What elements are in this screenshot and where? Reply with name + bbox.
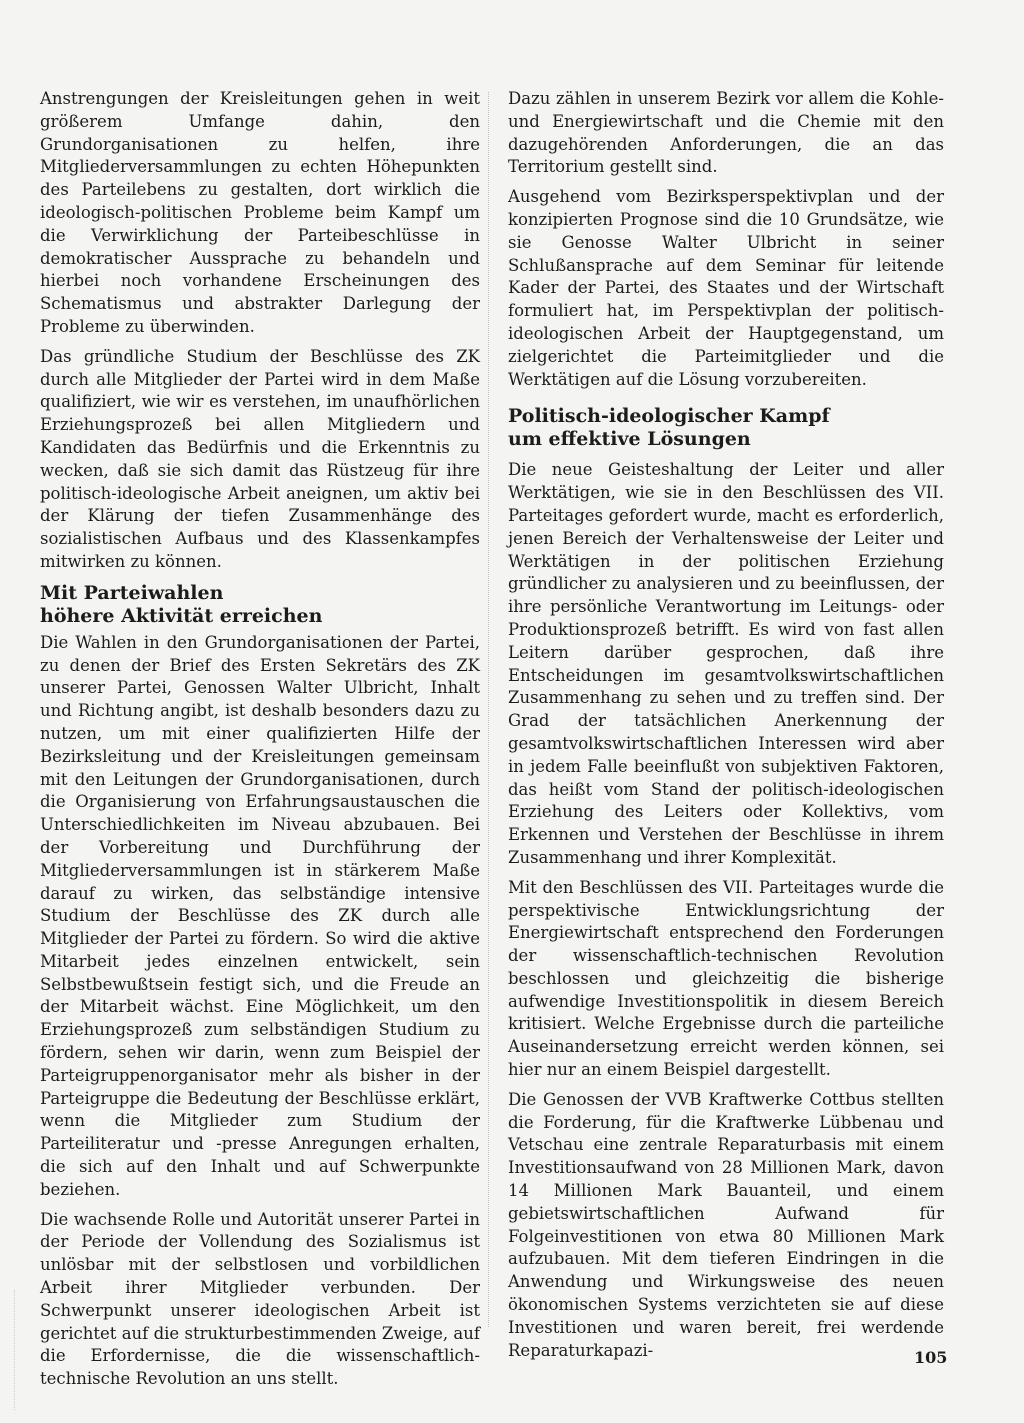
right-paragraph-3: Die neue Geisteshaltung der Leiter und aller Werktätigen, wie sie in den Beschlüssen des VII. Parteitages gefordert wurde, macht es erforderlich, jenen Bereich der Verhaltensweise der Leiter und Werktätigen in der politischen Erziehung gründlicher zu analysieren und zu beeinflussen, der ihre persönliche Verantwortung im Leitungs- oder Produktionsprozeß betrifft. Es wird von fast allen Leitern darüber gesprochen, daß ihre Entscheidungen im gesamtvolkswirtschaftlichen Zusammenhang zu sehen und zu treffen sind. Der Grad der tatsächlichen Anerkennung der gesamtvolkswirtschaftlichen Interessen wird aber in jedem Falle beeinflußt von subjektiven Faktoren, das heißt vom Stand der politisch-ideologischen Erziehung des Leiters oder Kollektivs, vom Erkennen und Verstehen der Beschlüsse in ihrem Zusammenhang und ihrer Komplexität. [508, 460, 944, 867]
left-paragraph-3: Die Wahlen in den Grundorganisationen der Partei, zu denen der Brief des Ersten Sekretärs des ZK unserer Partei, Genossen Walter Ulbricht, Inhalt und Richtung angibt, ist deshalb besonders dazu zu nutzen, um mit einer qualifizierten Hilfe der Bezirksleitung und der Kreisleitungen gemeinsam mit den Leitungen der Grundorganisationen, durch die Organisierung von Erfahrungsaustauschen die Unterschiedlichkeiten im Niveau abzubauen. Bei der Vorbereitung und Durchführung der Mitgliederversammlungen ist in stärkerem Maße darauf zu wirken, das selbständige intensive Studium der Beschlüsse des ZK durch alle Mitglieder der Partei zu fördern. So wird die aktive Mitarbeit jedes einzelnen entwickelt, sein Selbstbewußtsein festigt sich, und die Freude an der Mitarbeit wächst. Eine Möglichkeit, um den Erziehungsprozeß zum selbständigen Studium zu fördern, sehen wir darin, wenn zum Beispiel der Parteigruppenorganisator mehr als bisher in der Parteigruppe die Bedeutung der Beschlüsse erklärt, wenn die Mitglieder zum Studium der Parteiliteratur und -presse Anregungen erhalten, die sich auf den Inhalt und auf Schwerpunkte beziehen. [40, 632, 480, 1199]
right-heading-line-1: Politisch-ideologischer Kampf [508, 405, 830, 428]
right-paragraph-2: Ausgehend vom Bezirksperspektivplan und der konzipierten Prognose sind die 10 Grundsätze, wie sie Genosse Walter Ulbricht in seiner Schlußansprache auf dem Seminar für leitende Kader der Partei, des Staates und der Wirtschaft formuliert hat, im Perspektivplan der politisch-ideologischen Arbeit der Hauptgegenstand, um zielgerichtet die Parteimitglieder und die Werktätigen auf die Lösung vorzubereiten. [508, 187, 944, 389]
left-heading-line-2: höhere Aktivität erreichen [40, 604, 323, 627]
page-edge-mark [14, 1290, 15, 1410]
right-paragraph-5: Die Genossen der VVB Kraftwerke Cottbus stellten die Forderung, für die Kraftwerke Lübbenau und Vetschau eine zentrale Reparaturbasis mit einem Investitionsaufwand von 28 Millionen Mark, davon 14 Millionen Mark Bauanteil, und einem gebietswirtschaftlichen Aufwand für Folgeinvestitionen von etwa 80 Millionen Mark aufzubauen. Mit dem tieferen Eindringen in die Anwendung und Wirkungsweise des neuen ökonomischen Systems verzichteten sie auf diese Investitionen und waren bereit, frei werdende Reparaturkapazi- [508, 1089, 944, 1360]
left-paragraph-2: Das gründliche Studium der Beschlüsse des ZK durch alle Mitglieder der Partei wird in dem Maße qualifiziert, wie wir es verstehen, im unaufhörlichen Erziehungsprozeß bei allen Mitgliedern und Kandidaten das Bedürfnis und die Erkenntnis zu wecken, daß sie sich damit das Rüstzeug für ihre politisch-ideologische Arbeit aneignen, um aktiv bei der Klärung der tiefen Zusammenhänge des sozialistischen Aufbaus und des Klassenkampfes mitwirken zu können. [40, 346, 480, 571]
left-paragraph-4: Die wachsende Rolle und Autorität unserer Partei in der Periode der Vollendung des Sozialismus ist unlösbar mit der selbstlosen und vorbildlichen Arbeit ihrer Mitglieder verbunden. Der Schwerpunkt unserer ideologischen Arbeit ist gerichtet auf die strukturbestimmenden Zweige, auf die Erfordernisse, die die wissenschaftlich-technische Revolution an uns stellt. [40, 1209, 480, 1389]
page-number: 105 [914, 1348, 948, 1367]
left-heading-line-1: Mit Parteiwahlen [40, 581, 224, 604]
left-column [40, 88, 480, 1398]
right-paragraph-1: Dazu zählen in unserem Bezirk vor allem die Kohle- und Energiewirtschaft und die Chemie mit den dazugehörenden Anforderungen, die an das Territorium gestellt sind. [508, 89, 944, 177]
left-section-heading [40, 582, 480, 628]
column-gutter-divider [488, 92, 489, 1327]
left-paragraph-1: Anstrengungen der Kreisleitungen gehen in weit größerem Umfange dahin, den Grundorganisationen zu helfen, ihre Mitgliederversammlungen zu echten Höhepunkten des Parteilebens zu gestalten, dort wirklich die ideologisch-politischen Probleme beim Kampf um die Verwirklichung der Parteibeschlüsse in demokratischer Aussprache zu behandeln und hierbei noch vorhandene Erscheinungen des Schematismus und abstrakter Darlegung der Probleme zu überwinden. [40, 89, 480, 336]
right-section-heading [508, 405, 944, 451]
right-heading-line-2: um effektive Lösungen [508, 428, 751, 451]
right-paragraph-4: Mit den Beschlüssen des VII. Parteitages wurde die perspektivische Entwicklungsrichtung der Energiewirtschaft entsprechend den Forderungen der wissenschaftlich-technischen Revolution beschlossen und gleichzeitig die bisherige aufwendige Investitionspolitik in diesem Bereich kritisiert. Welche Ergebnisse durch die parteiliche Auseinandersetzung erreicht werden können, sei hier nur an einem Beispiel dargestellt. [508, 877, 944, 1080]
right-column [508, 88, 944, 1369]
